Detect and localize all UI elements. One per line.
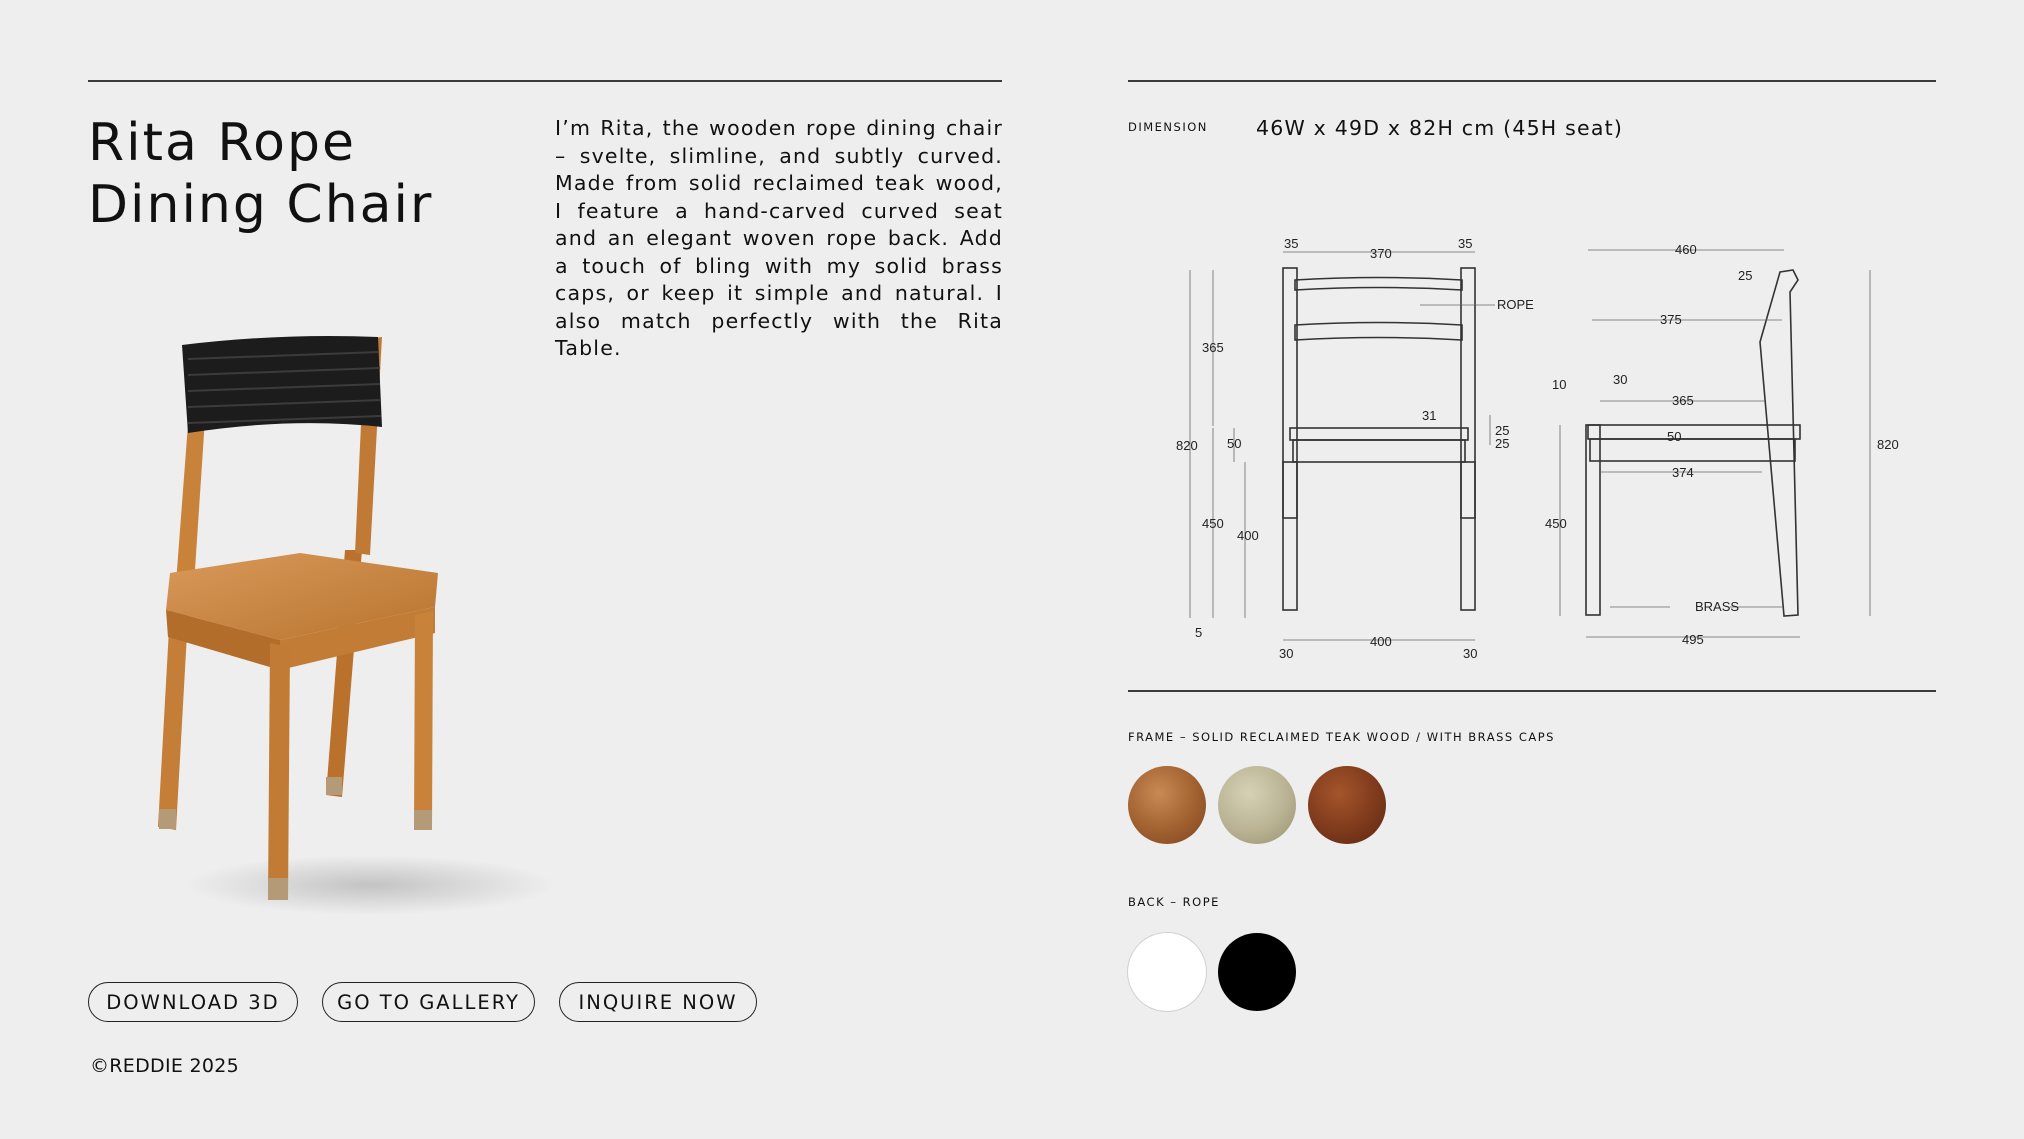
brass-cap-2 (326, 777, 342, 795)
frame-material-label: FRAME – SOLID RECLAIMED TEAK WOOD / WITH BRASS CAPS (1128, 730, 1555, 744)
copyright: ©REDDIE 2025 (90, 1055, 240, 1077)
dim-front-450: 450 (1202, 516, 1224, 531)
dim-side-50: 50 (1667, 429, 1682, 444)
dim-side-460: 460 (1675, 242, 1697, 257)
dim-front-5: 5 (1195, 625, 1203, 640)
left-top-rule (88, 80, 1002, 82)
dim-front-370: 370 (1370, 246, 1392, 261)
dim-side-820: 820 (1877, 437, 1899, 452)
back-material-label: BACK – ROPE (1128, 895, 1220, 909)
inquire-now-button[interactable]: INQUIRE NOW (559, 982, 757, 1022)
front-view (1283, 268, 1475, 610)
dimension-label: DIMENSION (1128, 120, 1208, 134)
dim-front-50: 50 (1227, 436, 1242, 451)
back-swatch-black[interactable] (1218, 933, 1296, 1011)
dim-front-400-bottom: 400 (1370, 634, 1392, 649)
back-swatch-white[interactable] (1128, 933, 1206, 1011)
technical-drawing (1150, 230, 1930, 670)
product-description: I’m Rita, the wooden rope dining chair – svelte, slimline, and subtly curved. Made from solid reclaimed teak wood, I feature a hand-carved curved seat and an elegant woven rope back. Add a touch of bling with my solid brass caps, or keep it simple and natural. I also match perfectly with the Rita Table. (555, 116, 1003, 360)
title-line-2: Dining Chair (88, 175, 434, 235)
chair-photo (150, 325, 590, 925)
brass-cap-3 (268, 878, 288, 900)
dim-side-30: 30 (1613, 372, 1628, 387)
brass-cap-4 (414, 810, 432, 830)
dim-side-brass: BRASS (1695, 599, 1740, 614)
dim-front-rope: ROPE (1497, 297, 1534, 312)
chair-shadow (185, 855, 555, 915)
brass-cap-1 (159, 809, 176, 829)
frame-swatch-natural[interactable] (1218, 766, 1296, 844)
dim-front-30-left: 30 (1279, 646, 1294, 661)
dim-side-374: 374 (1672, 465, 1694, 480)
dim-front-400: 400 (1237, 528, 1259, 543)
page-title (88, 112, 433, 236)
dim-front-35-left: 35 (1284, 236, 1299, 251)
right-mid-rule (1128, 690, 1936, 692)
dim-side-375: 375 (1660, 312, 1682, 327)
dim-side-495: 495 (1682, 632, 1704, 647)
dim-side-10: 10 (1552, 377, 1567, 392)
dim-front-30-right: 30 (1463, 646, 1478, 661)
dim-side-25: 25 (1738, 268, 1753, 283)
dim-front-31: 31 (1422, 408, 1437, 423)
dim-side-450: 450 (1545, 516, 1567, 531)
title-line-1: Rita Rope (88, 113, 356, 173)
download-3d-button[interactable]: DOWNLOAD 3D (88, 982, 298, 1022)
right-top-rule (1128, 80, 1936, 82)
dim-front-25a: 25 (1495, 423, 1510, 438)
dimension-value: 46W x 49D x 82H cm (45H seat) (1256, 116, 1624, 140)
dim-front-365: 365 (1202, 340, 1224, 355)
dim-side-365: 365 (1672, 393, 1694, 408)
dim-front-820: 820 (1176, 438, 1198, 453)
frame-swatch-teak[interactable] (1128, 766, 1206, 844)
side-dimension-lines (1560, 250, 1870, 637)
frame-swatch-walnut[interactable] (1308, 766, 1386, 844)
side-view (1586, 270, 1800, 616)
front-right-leg (268, 643, 290, 900)
right-side-leg (414, 611, 433, 830)
dim-front-35-right: 35 (1458, 236, 1473, 251)
dim-front-25b: 25 (1495, 436, 1510, 451)
go-to-gallery-button[interactable]: GO TO GALLERY (322, 982, 535, 1022)
